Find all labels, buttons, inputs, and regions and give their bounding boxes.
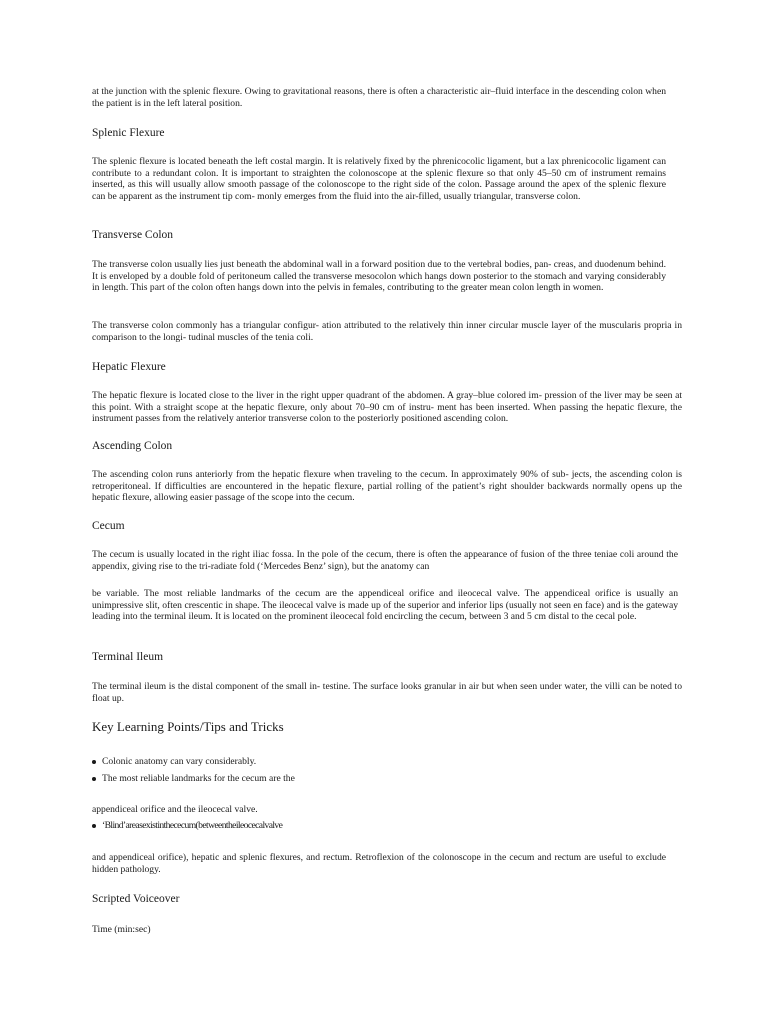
paragraph-terminal-ileum: The terminal ileum is the distal component of the small in- testine. The surface looks granular in air but when seen under water, the villi can be noted to float up. xyxy=(92,681,682,704)
paragraph-cecum-2: be variable. The most reliable landmarks of the cecum are the appendiceal orifice and ileocecal valve. The appendiceal orifice is usually an unimpressive slit, often crescentic in shape. The ileocecal valve is made up of the superior and inferior lips (usually not seen en face) and is the gateway leading into the terminal ileum. It is located on the prominent ileocecal fold encircling the cecum, between 3 and 5 cm distal to the cecal pole. xyxy=(92,588,678,623)
paragraph-cecum-1: The cecum is usually located in the right iliac fossa. In the pole of the cecum, there is often the appearance of fusion of the three teniae coli around the appendix, giving rise to the tri-radiate fold (‘Mercedes Benz’ sign), but the anatomy can xyxy=(92,549,678,572)
key-points-list-2 xyxy=(92,820,652,832)
paragraph-blind-areas-continuation: and appendiceal orifice), hepatic and splenic flexures, and rectum. Retroflexion of the colonoscope in the cecum and rectum are useful to exclude hidden pathology. xyxy=(92,852,666,875)
heading-scripted-voiceover: Scripted Voiceover xyxy=(92,893,180,905)
heading-cecum: Cecum xyxy=(92,520,125,532)
paragraph-key-point-continuation: appendiceal orifice and the ileocecal valve. xyxy=(92,804,258,815)
label-time-min-sec: Time (min:sec) xyxy=(92,924,151,935)
paragraph-descending-colon-end: at the junction with the splenic flexure. Owing to gravitational reasons, there is often a characteristic air–fluid interface in the descending colon when the patient is in the left lateral position. xyxy=(92,86,666,109)
heading-ascending-colon: Ascending Colon xyxy=(92,440,173,452)
paragraph-transverse-colon-2: The transverse colon commonly has a triangular configur- ation attributed to the relatively thin inner circular muscle layer of the muscularis propria in comparison to the longi- tudinal muscles of the tenia coli. xyxy=(92,320,682,343)
paragraph-hepatic-flexure: The hepatic flexure is located close to the liver in the right upper quadrant of the abdomen. A gray–blue colored im- pression of the liver may be seen at this point. With a straight scope at the hepatic flexure, only about 70–90 cm of instru- ment has been inserted. When passing the hepatic flexure, the instrument passes from the relatively anterior transverse colon to the posteriorly positioned ascending colon. xyxy=(92,390,682,425)
heading-splenic-flexure: Splenic Flexure xyxy=(92,127,165,139)
paragraph-splenic-flexure: The splenic flexure is located beneath the left costal margin. It is relatively fixed by the phrenicocolic ligament, but a lax phrenicocolic ligament can contribute to a redundant colon. It is important to straighten the colonoscope at the splenic flexure so that only 45–50 cm of instrument remains inserted, as this will usually allow smooth passage of the colonoscope to the right side of the colon. Passage around the apex of the splenic flexure can be apparent as the instrument tip com- monly emerges from the fluid into the air-filled, usually triangular, transverse colon. xyxy=(92,156,666,203)
key-point-item: Colonic anatomy can vary considerably. xyxy=(92,756,652,768)
key-point-item: The most reliable landmarks for the cecum are the xyxy=(92,773,652,785)
heading-transverse-colon: Transverse Colon xyxy=(92,229,174,241)
paragraph-ascending-colon: The ascending colon runs anteriorly from the hepatic flexure when traveling to the cecum. In approximately 90% of sub- jects, the ascending colon is retroperitoneal. If difficulties are encountered in the hepatic flexure, partial rolling of the patient’s right shoulder backwards normally opens up the hepatic flexure, allowing easier passage of the scope into the cecum. xyxy=(92,469,682,504)
key-points-list-1 xyxy=(92,756,652,784)
heading-key-learning-points: Key Learning Points/Tips and Tricks xyxy=(92,719,284,734)
heading-terminal-ileum: Terminal Ileum xyxy=(92,651,164,663)
key-point-item: ‘Blind’areasexistinthececum(betweentheileocecalvalve xyxy=(92,820,652,832)
paragraph-transverse-colon-1: The transverse colon usually lies just beneath the abdominal wall in a forward position due to the vertebral bodies, pan- creas, and duodenum behind. It is enveloped by a double fold of peritoneum called the transverse mesocolon which hangs down posterior to the stomach and varying considerably in length. This part of the colon often hangs down into the pelvis in females, contributing to the greater mean colon length in women. xyxy=(92,259,666,294)
heading-hepatic-flexure: Hepatic Flexure xyxy=(92,361,166,373)
